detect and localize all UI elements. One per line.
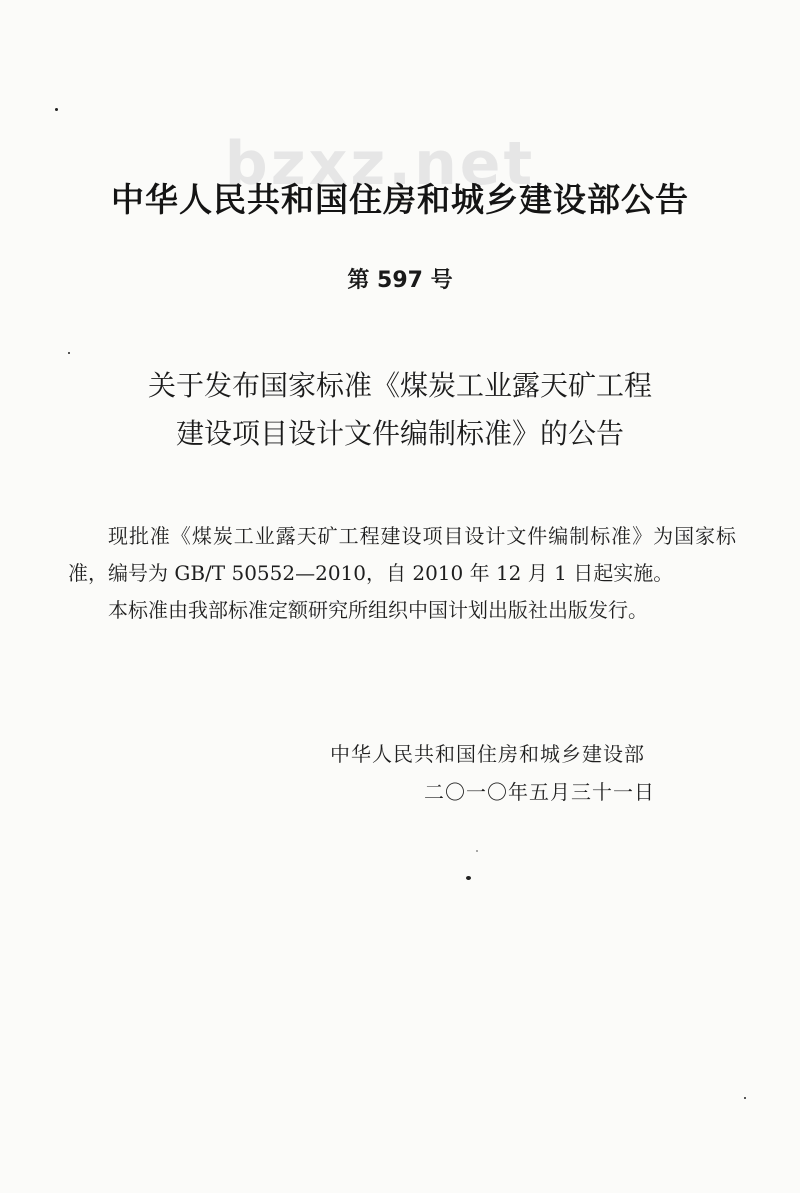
announcement-subject — [0, 362, 800, 458]
watermark: bzxz.net — [224, 129, 536, 199]
announcement-title: 中华人民共和国住房和城乡建设部公告 — [111, 180, 689, 219]
scan-speck — [55, 108, 58, 111]
scan-speck — [744, 1097, 746, 1099]
announcement-body — [68, 518, 736, 629]
scan-speck — [476, 850, 478, 852]
announcement-number: 第 597 号 — [347, 268, 453, 293]
scan-speck — [68, 352, 70, 354]
subject-line-2: 建设项目设计文件编制标准》的公告 — [175, 417, 624, 450]
subject-line-1: 关于发布国家标准《煤炭工业露天矿工程 — [147, 369, 652, 402]
body-paragraph-1: 现批准《煤炭工业露天矿工程建设项目设计文件编制标准》为国家标准，编号为 GB/T 50552—2010，自 2010 年 12 月 1 日起实施。 — [68, 524, 736, 585]
signature-organization: 中华人民共和国住房和城乡建设部 — [330, 742, 645, 766]
body-paragraph-2: 本标准由我部标准定额研究所组织中国计划出版社出版发行。 — [108, 598, 648, 622]
scan-speck — [466, 876, 471, 880]
signature-date: 二〇一〇年五月三十一日 — [424, 780, 655, 804]
